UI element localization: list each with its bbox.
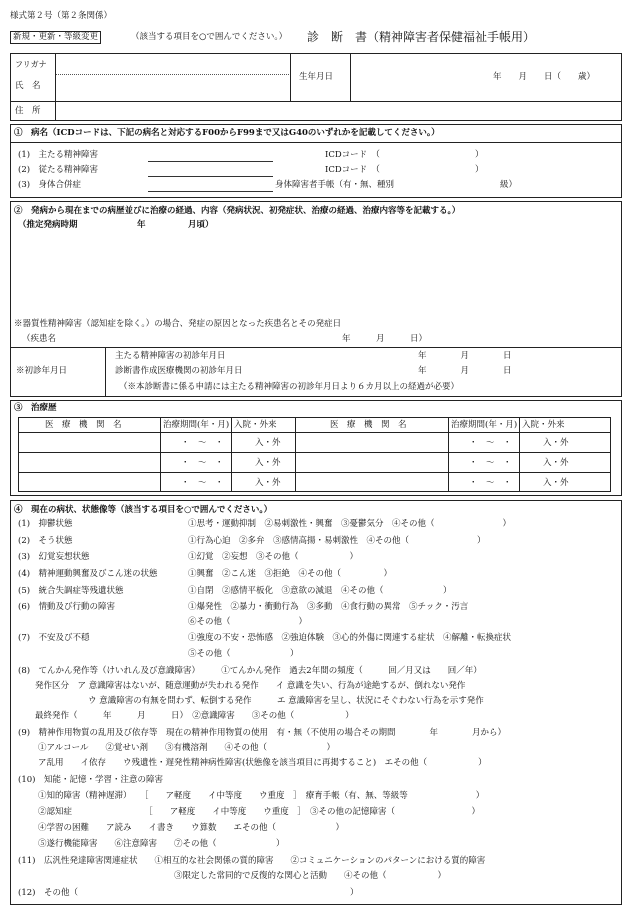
item-residual: (5) 統合失調症等残遺状態 <box>18 586 124 596</box>
main-icd-code: ICDコード （ <box>325 150 380 160</box>
item-emotional-behavior-other: ⑥その他（ ） <box>188 617 308 627</box>
birthdate-label: 生年月日 <box>299 72 334 82</box>
item-emotional-behavior-options: ①爆発性 ②暴力・衝動行為 ③多動 ④食行動の異常 ⑤チック・汚言 <box>188 602 469 612</box>
seizure-types-2: ウ 意識障害の有無を問わず、転倒する発作 エ 意識障害を呈し、状況にそぐわない行為を示す発作 <box>88 696 484 706</box>
type-cell: 入・外 <box>255 478 281 488</box>
first-visit-label: ※初診年月日 <box>16 366 68 376</box>
disease-name-label: （疾患名 <box>22 334 57 344</box>
current-condition-heading: ④ 現在の病状、状態像等（該当する項目を○で囲んでください。） <box>14 505 273 515</box>
personal-info-box <box>10 53 622 121</box>
secondary-disorder-label: (2) 従たる精神障害 <box>18 165 99 175</box>
diagnosis-heading: ① 病名（ICDコードは、下記の病名と対応するF00からF99まで又はG40のいずれかを記載してください。） <box>14 128 440 138</box>
type-cell: 入・外 <box>543 478 569 488</box>
name-label: 氏 名 <box>15 81 41 91</box>
item-cognitive: (10) 知能・記憶・学習・注意の障害 <box>18 775 163 785</box>
item-residual-options: ①自閉 ②感情平板化 ③意欲の減退 ④その他（ ） <box>188 586 452 596</box>
item-epilepsy: (8) てんかん発作等（けいれん及び意識障害） ①てんかん発作 過去2年間の頻度（ 回／月又は 回／年） <box>18 666 482 676</box>
main-first-visit-label: 主たる精神障害の初診年月日 <box>115 351 226 361</box>
item-hallucination: (3) 幻覚妄想状態 <box>18 552 90 562</box>
type-cell: 入・外 <box>543 458 569 468</box>
seizure-types-1: 発作区分 ア 意識障害はないが、随意運動が失われる発作 イ 意識を失い、行為が途絶するが、倒れない発作 <box>35 681 466 691</box>
type-cell: 入・外 <box>255 438 281 448</box>
item-depression-options: ①思考・運動抑制 ②易刺激性・興奮 ③憂鬱気分 ④その他（ ） <box>188 519 512 529</box>
col-type-right: 入院・外来 <box>522 420 565 430</box>
main-disorder-label: (1) 主たる精神障害 <box>18 150 99 160</box>
learning-difficulty: ④学習の困難 ア読み イ書き ウ算数 エその他（ ） <box>38 823 345 833</box>
document-title: 診 断 書（精神障害者保健福祉手帳用） <box>307 30 536 44</box>
intellectual-disability: ①知的障害（精神遅滞） ［ ア軽度 イ中等度 ウ重度 ］ 療育手帳（有、無、等級等 ） <box>38 791 485 801</box>
header-instruction: （該当する項目を○で囲んでください。） <box>131 32 288 42</box>
address-label: 住 所 <box>15 106 41 116</box>
col-period-right: 治療期間(年・月) <box>451 420 518 430</box>
item-other: (12) その他（ ） <box>18 888 359 898</box>
main-first-visit-date: 年 月 日 <box>418 351 512 361</box>
disability-handbook: 身体障害者手帳（有・無、種別 <box>275 180 395 190</box>
organic-note: ※器質性精神障害（認知症を除く。）の場合、発症の原因となった疾患名とその発症日 <box>14 319 342 329</box>
col-type-left: 入院・外来 <box>234 420 277 430</box>
history-section <box>10 201 622 397</box>
item-anxiety-options: ①強度の不安・恐怖感 ②強迫体験 ③心的外傷に関連する症状 ④解離・転換症状 <box>188 633 512 643</box>
developmental-options: ③限定した常同的で反復的な関心と活動 ④その他（ ） <box>174 871 447 881</box>
first-visit-note: （※本診断書に係る申請には主たる精神障害の初診年月日より６カ月以上の経過が必要） <box>119 382 460 392</box>
birthdate-fields: 年 月 日（ 歳） <box>493 72 596 82</box>
period-cell: ・ ～ ・ <box>181 438 224 448</box>
dementia: ②認知症 ［ ア軽度 イ中等度 ウ重度 ］ ③その他の記憶障害（ ） <box>38 807 481 817</box>
secondary-icd-code: ICDコード （ <box>325 165 380 175</box>
last-seizure: 最終発作（ 年 月 日） ②意識障害 ③その他（ ） <box>35 711 354 721</box>
period-cell: ・ ～ ・ <box>469 458 512 468</box>
col-period-left: 治療期間(年・月) <box>163 420 230 430</box>
type-cell: 入・外 <box>255 458 281 468</box>
item-anxiety-other: ⑤その他（ ） <box>188 649 299 659</box>
period-cell: ・ ～ ・ <box>181 458 224 468</box>
onset-period: （推定発病時期 年 月頃） <box>18 220 214 230</box>
form-number: 様式第２号（第２条関係） <box>10 11 113 21</box>
history-heading: ② 発病から現在までの病歴並びに治療の経過、内容（発病状況、初発症状、治療の経過、治療内容等を記載する。） <box>14 206 461 216</box>
clinic-first-visit-label: 診断書作成医療機関の初診年月日 <box>115 366 243 376</box>
disease-date: 年 月 日） <box>342 334 428 344</box>
item-emotional-behavior: (6) 情動及び行動の障害 <box>18 602 116 612</box>
item-substance: (9) 精神作用物質の乱用及び依存等 現在の精神作用物質の使用 有・無（不使用の場合その期間 年 月から） <box>18 728 507 738</box>
treatment-history-heading: ③ 治療歴 <box>14 403 57 413</box>
physical-comorbidity-label: (3) 身体合併症 <box>18 180 82 190</box>
item-hallucination-options: ①幻覚 ②妄想 ③その他（ ） <box>188 552 359 562</box>
item-mania-options: ①行為心迫 ②多弁 ③感情高揚・易刺激性 ④その他（ ） <box>188 536 486 546</box>
substance-status: ア乱用 イ依存 ウ残遺性・遅発性精神病性障害(状態像を該当項目に再掲すること) エその他（ ） <box>38 758 487 768</box>
col-institution-left: 医 療 機 関 名 <box>45 420 122 430</box>
item-mania: (2) そう状態 <box>18 536 73 546</box>
item-excitement: (4) 精神運動興奮及びこん迷の状態 <box>18 569 158 579</box>
item-excitement-options: ①興奮 ②こん迷 ③拒絶 ④その他（ ） <box>188 569 393 579</box>
col-institution-right: 医 療 機 関 名 <box>330 420 407 430</box>
executive-function: ⑤遂行機能障害 ⑥注意障害 ⑦その他（ ） <box>38 839 285 849</box>
type-cell: 入・外 <box>543 438 569 448</box>
furigana-label: フリガナ <box>15 60 47 69</box>
substance-types: ①アルコール ②覚せい剤 ③有機溶剤 ④その他（ ） <box>38 743 335 753</box>
application-type-tag: 新規・更新・等級変更 <box>10 31 101 44</box>
period-cell: ・ ～ ・ <box>469 478 512 488</box>
item-anxiety: (7) 不安及び不穏 <box>18 633 90 643</box>
item-developmental: (11) 広汎性発達障害関連症状 ①相互的な社会関係の質的障害 ②コミュニケーションのパターンにおける質的障害 <box>18 856 486 866</box>
clinic-first-visit-date: 年 月 日 <box>418 366 512 376</box>
period-cell: ・ ～ ・ <box>181 478 224 488</box>
certificate-page: 様式第２号（第２条関係） 新規・更新・等級変更 （該当する項目を○で囲んでください。） 診 断 書（精神障害者保健福祉手帳用） フリガナ 氏 名 生年月日 年 月 日（ 歳） 住 所 ① 病名（ICDコードは、下記の病名と対応するF00からF99まで又はG40のいずれかを記載してください。） (1) 主たる精神障害 ICDコード （ ） (2) 従たる精神障害 ICDコード （ ） (3) 身体合併症 身体障害者手帳（有・無、種別 級） ② 発病から現在までの病歴並びに治療の経過、内容（発病状況、初発症状、治療の経過、治療内容等を記載する。） （推定発病時期 年 月頃） ※器質性精神障害（認知症を除く。）の場合、発症の原因となった疾患名とその発症日 （疾患名 年 月 日） ※初診年月日 主たる精神障害の初診年月日 年 月 日 診断書作成医療機関の初診年月日 年 月 日 （※本診断書に係る申請には主たる精神障害の初診年月日より６カ月以上の経過が必要） ③ 治療歴 医 療 機 関 名 治療期間(年・月) 入院・外来 医 療 機 関 名 治療期間(年・月) 入院・外来 ・ ～ ・ 入・外 ・ ～ ・ 入・外 ・ ～ ・ 入・外 ・ ～ ・ 入・外 ・ ～ ・ 入・外 ・ ～ ・ 入・外 ④ 現在の病状、状態像等（該当する項目を○で囲んでください。） (1) 抑鬱状態 ①思考・運動抑制 ②易刺激性・興奮 ③憂鬱気分 ④その他（ ） (2) そう状態 ①行為心迫 ②多弁 ③感情高揚・易刺激性 ④その他（ ） (3) 幻覚妄想状態 ①幻覚 ②妄想 ③その他（ ） (4) 精神運動興奮及びこん迷の状態 ①興奮 ②こん迷 ③拒絶 ④その他（ ） (5) 統合失調症等残遺状態 ①自閉 ②感情平板化 ③意欲の減退 ④その他（ ） (6) 情動及び行動の障害 ①爆発性 ②暴力・衝動行為 ③多動 ④食行動の異常 ⑤チック・汚言 ⑥その他（ ） (7) 不安及び不穏 ①強度の不安・恐怖感 ②強迫体験 ③心的外傷に関連する症状 ④解離・転換症状 ⑤その他（ ） (8) てんかん発作等（けいれん及び意識障害） ①てんかん発作 過去2年間の頻度（ 回／月又は 回／年） 発作区分 ア 意識障害はないが、随意運動が失われる発作 イ 意識を失い、行為が途絶するが、倒れない発作 ウ 意識障害の有無を問わず、転倒する発作 エ 意識障害を呈し、状況にそぐわない行為を示す発作 最終発作（ 年 月 日） ②意識障害 ③その他（ ） (9) 精神作用物質の乱用及び依存等 現在の精神作用物質の使用 有・無（不使用の場合その期間 年 月から） ①アルコール ②覚せい剤 ③有機溶剤 ④その他（ ） ア乱用 イ依存 ウ残遺性・遅発性精神病性障害(状態像を該当項目に再掲すること) エその他（ ） (10) 知能・記憶・学習・注意の障害 ①知的障害（精神遅滞） ［ ア軽度 イ中等度 ウ重度 ］ 療育手帳（有、無、等級等 ） ②認知症 ［ ア軽度 イ中等度 ウ重度 ］ ③その他の記憶障害（ ） ④学習の困難 ア読み イ書き ウ算数 エその他（ ） ⑤遂行機能障害 ⑥注意障害 ⑦その他（ ） (11) 広汎性発達障害関連症状 ①相互的な社会関係の質的障害 ②コミュニケーションのパターンにおける質的障害 ③限定した常同的で反復的な関心と活動 ④その他（ ） (12) その他（ ） <box>0 0 630 915</box>
item-depression: (1) 抑鬱状態 <box>18 519 73 529</box>
period-cell: ・ ～ ・ <box>469 438 512 448</box>
